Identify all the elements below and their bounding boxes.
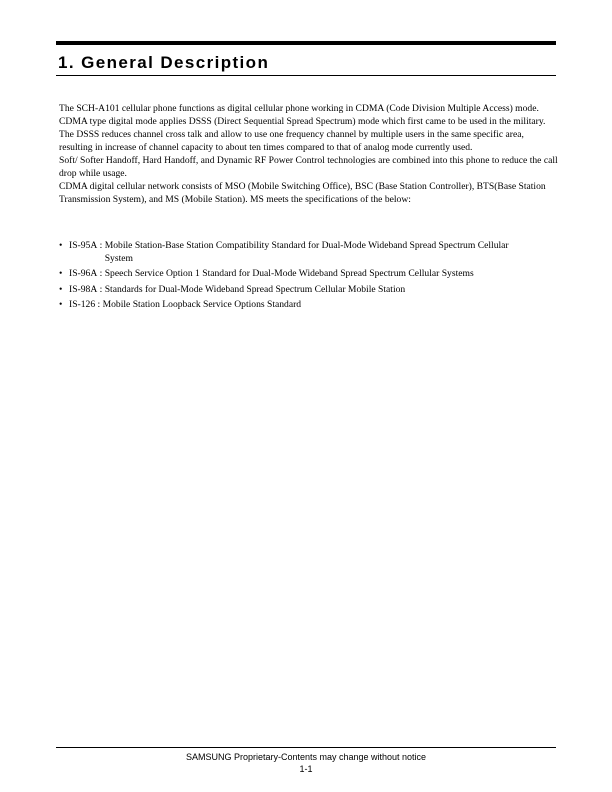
standard-description: Mobile Station-Base Station Compatibility Standard for Dual-Mode Wideband Spread Spectrum Cellular System [104,240,509,264]
standard-description: Speech Service Option 1 Standard for Dual-Mode Wideband Spread Spectrum Cellular Systems [104,268,474,279]
standard-code: IS-95A [69,240,98,251]
header-rule [56,41,556,45]
body-text [59,102,559,206]
bullet-icon: • [59,299,63,310]
footer-notice: SAMSUNG Proprietary-Contents may change without notice [185,752,427,762]
standard-description: Standards for Dual-Mode Wideband Spread Spectrum Cellular Mobile Station [104,283,406,295]
standard-code: IS-98A [69,283,98,295]
paragraph: CDMA digital cellular network consists of MSO (Mobile Switching Office), BSC (Base Station Controller), BTS(Base Station Transmission System), and MS (Mobile Station). MS meets the specifications of the below: [59,181,546,205]
separator: : [97,240,105,251]
list-item [59,240,559,265]
list-item [59,284,559,297]
standard-code: IS-126 [69,299,96,310]
section-title: 1. General Description [58,53,270,72]
paragraph: The SCH-A101 cellular phone functions as digital cellular phone working in CDMA (Code Division Multiple Access) mode. [59,103,539,114]
page-number: 1-1 [299,763,313,774]
bullet-icon: • [59,283,63,295]
bullet-icon: • [59,240,63,251]
separator: : [95,299,103,310]
separator: : [97,268,105,279]
paragraph: Soft/ Softer Handoff, Hard Handoff, and Dynamic RF Power Control technologies are combined into this phone to reduce the call drop while usage. [59,155,558,179]
standard-code: IS-96A [69,268,98,279]
list-item [59,268,559,281]
separator: : [97,283,105,295]
standard-description: Mobile Station Loopback Service Options Standard [102,299,302,310]
list-item [59,299,559,312]
bullet-icon: • [59,268,63,279]
paragraph: CDMA type digital mode applies DSSS (Direct Sequential Spread Spectrum) mode which first came to be used in the military. The DSSS reduces channel cross talk and allow to use one frequency channel by multiple users in the same specific area, resulting in increase of channel capacity to about ten times compared to that of analog mode currently used. [59,116,546,153]
title-underline [56,75,556,76]
standards-list [59,240,559,315]
footer-rule [56,747,556,748]
page-footer [56,752,556,775]
